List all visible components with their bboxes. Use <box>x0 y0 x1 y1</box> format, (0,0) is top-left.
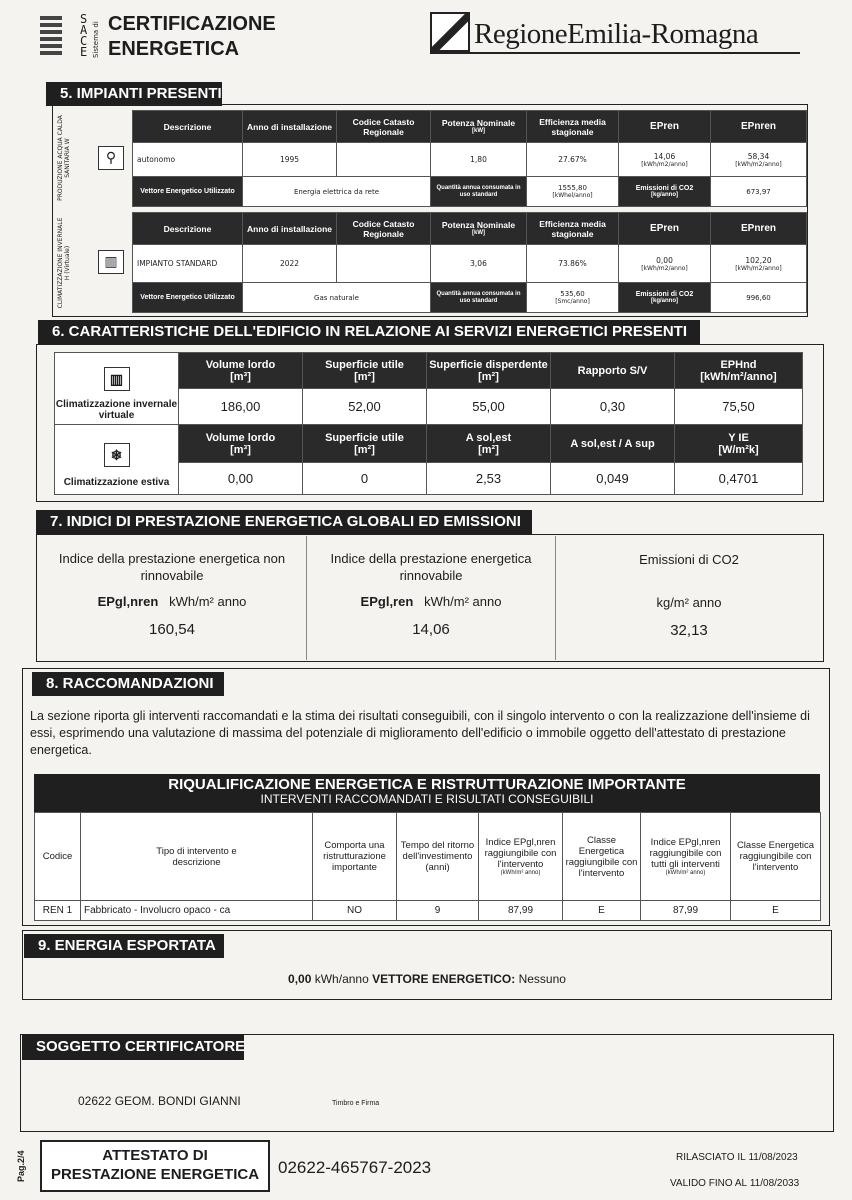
inv-label: Climatizzazione invernale virtuale <box>55 399 178 421</box>
hdr-epren: EPren <box>619 213 711 245</box>
hdr-volume-est: Volume lordo [m³] <box>179 425 303 463</box>
radiator-icon: ▥ <box>55 367 178 391</box>
certificate-code: 02622-465767-2023 <box>278 1158 432 1177</box>
rilasciato-label: RILASCIATO IL <box>676 1152 746 1163</box>
region-name: RegioneEmilia-Romagna <box>474 18 759 50</box>
clim-qta: 535,60 [Smc/anno] <box>527 283 619 313</box>
s7-c3-value: 32,13 <box>670 622 708 639</box>
s8-text: La sezione riporta gli interventi raccomandati e la stima dei risultati conseguibili, con il singolo intervento o con la realizzazione dell'insieme di essi, esprimendo una valutazione di massima del potenziale di miglioramento dell'edificio o immobile oggetto dell'attestato di prestazione energetica. <box>30 709 810 757</box>
s9-vettore: Nessuno <box>518 972 566 986</box>
hdr-descrizione: Descrizione <box>133 213 243 245</box>
est-label-cell <box>55 425 179 495</box>
hdr-classe-tutti: Classe Energetica raggiungibile con l'intervento <box>731 813 821 901</box>
hdr-superficie-est: Superficie utile [m²] <box>303 425 427 463</box>
inv-volume: 186,00 <box>179 389 303 425</box>
hdr-classe: Classe Energetica raggiungibile con l'intervento <box>563 813 641 901</box>
hdr-efficienza: Efficienza media stagionale <box>527 111 619 143</box>
acs-qta: 1555,80 [kWhel/anno] <box>527 177 619 207</box>
s7-c1-value: 160,54 <box>149 621 195 638</box>
valido <box>670 1178 799 1189</box>
hdr-anno: Anno di installazione <box>243 111 337 143</box>
clim-table <box>132 212 807 313</box>
hdr-yie: Y IE [W/m²k] <box>675 425 803 463</box>
inv-disperdente: 55,00 <box>427 389 551 425</box>
s7-c2-label: EPgl,ren <box>360 594 414 609</box>
acs-icon: ⚲ <box>98 146 124 170</box>
header-rule <box>430 52 800 54</box>
logo-letters: S A C E <box>80 12 88 59</box>
table-row <box>35 901 821 921</box>
hdr-ristrutturazione: Comporta una ristrutturazione importante <box>313 813 397 901</box>
est-asol-ratio: 0,049 <box>551 463 675 495</box>
hdr-tempo: Tempo del ritorno dell'investimento (anni) <box>397 813 479 901</box>
doc-title: CERTIFICAZIONE ENERGETICA <box>108 13 276 60</box>
est-volume: 0,00 <box>179 463 303 495</box>
s7-c1-label: EPgl,nren <box>97 594 159 609</box>
s9-unit: kWh/anno <box>314 972 369 986</box>
hdr-descrizione: Descrizione <box>133 111 243 143</box>
hdr-indice-tutti: Indice EPgl,nren raggiungibile con tutti gli interventi (kWh/m² anno) <box>641 813 731 901</box>
clim-codice <box>337 245 431 283</box>
page-number: Pag.2/4 <box>16 1150 26 1182</box>
hdr-codice: Codice Catasto Regionale <box>337 213 431 245</box>
hdr-potenza: Potenza Nominale [kW] <box>431 213 527 245</box>
hdr-codice: Codice <box>35 813 81 901</box>
s8-banner <box>34 774 820 812</box>
hdr-ephnd: EPHnd [kWh/m²/anno] <box>675 353 803 389</box>
acs-desc: autonomo <box>133 143 243 177</box>
inv-superficie: 52,00 <box>303 389 427 425</box>
region-logo <box>430 12 470 52</box>
rilasciato-date: 11/08/2023 <box>748 1152 798 1163</box>
hdr-anno: Anno di installazione <box>243 213 337 245</box>
section6-table <box>54 352 803 495</box>
hdr-tipo: Tipo di intervento e descrizione <box>81 813 313 901</box>
row-ristrutturazione: NO <box>313 901 397 921</box>
acs-eff: 27.67% <box>527 143 619 177</box>
clim-co2-label: Emissioni di CO2 [kg/anno] <box>619 283 711 313</box>
hdr-epnren: EPnren <box>711 213 807 245</box>
clim-epren: 0,00 [kWh/m2/anno] <box>619 245 711 283</box>
clim-desc: IMPIANTO STANDARD <box>133 245 243 283</box>
s7-c2-unit: kWh/m² anno <box>424 594 502 609</box>
hdr-disperdente: Superficie disperdente [m²] <box>427 353 551 389</box>
row-indice-tutti: 87,99 <box>641 901 731 921</box>
logo-side-text: Sistema di <box>92 21 100 58</box>
clim-vettore-label: Vettore Energetico Utilizzato <box>133 283 243 313</box>
row-tipo: Fabbricato - Involucro opaco - ca <box>81 901 313 921</box>
hdr-codice: Codice Catasto Regionale <box>337 111 431 143</box>
sace-logo <box>40 16 62 64</box>
hdr-potenza: Potenza Nominale [kW] <box>431 111 527 143</box>
clim-qta-label: Quantità annua consumata in uso standard <box>431 283 527 313</box>
inv-label-cell <box>55 353 179 425</box>
row-indice: 87,99 <box>479 901 563 921</box>
acs-co2: 673,97 <box>711 177 807 207</box>
section6-title: 6. CARATTERISTICHE DELL'EDIFICIO IN RELAZIONE AI SERVIZI ENERGETICI PRESENTI <box>38 320 700 344</box>
hdr-superficie: Superficie utile [m²] <box>303 353 427 389</box>
est-label: Climatizzazione estiva <box>63 477 170 488</box>
air-conditioner-icon: ❄ <box>55 443 178 467</box>
radiator-icon: ▥ <box>98 250 124 274</box>
s7-c3-title: Emissioni di CO2 <box>639 552 739 567</box>
s9-vettore-label: VETTORE ENERGETICO: <box>372 972 516 986</box>
section8-title: 8. RACCOMANDAZIONI <box>32 672 224 696</box>
acs-side-label: PRODUZIONE ACQUA CALDA SANITARIA W <box>57 115 71 201</box>
s7-c2-title: Indice della prestazione energetica rinnovabile <box>330 551 532 583</box>
hdr-rapporto: Rapporto S/V <box>551 353 675 389</box>
hdr-epnren: EPnren <box>711 111 807 143</box>
s7-c1-title: Indice della prestazione energetica non rinnovabile <box>58 551 286 583</box>
footer-title-line1: ATTESTATO DI <box>102 1147 208 1164</box>
est-superficie: 0 <box>303 463 427 495</box>
s7-c3-unit: kg/m² anno <box>656 595 722 610</box>
soggetto-title: SOGGETTO CERTIFICATORE <box>22 1034 244 1060</box>
section5-title: 5. IMPIANTI PRESENTI <box>46 82 222 106</box>
section9-title: 9. ENERGIA ESPORTATA <box>24 934 224 958</box>
soggetto-name: 02622 GEOM. BONDI GIANNI <box>78 1094 241 1108</box>
hdr-efficienza: Efficienza media stagionale <box>527 213 619 245</box>
valido-label: VALIDO FINO AL <box>670 1178 748 1189</box>
acs-vettore: Energia elettrica da rete <box>243 177 431 207</box>
row-classe-tutti: E <box>731 901 821 921</box>
acs-anno: 1995 <box>243 143 337 177</box>
s7-col1 <box>38 536 306 660</box>
acs-table <box>132 110 807 207</box>
s7-c2-value: 14,06 <box>412 621 450 638</box>
clim-potenza: 3,06 <box>431 245 527 283</box>
s8-banner-title: RIQUALIFICAZIONE ENERGETICA E RISTRUTTURAZIONE IMPORTANTE <box>168 776 686 793</box>
acs-co2-label: Emissioni di CO2 [kg/anno] <box>619 177 711 207</box>
s7-c1-unit: kWh/m² anno <box>169 594 247 609</box>
valido-date: 11/08/2033 <box>749 1178 800 1189</box>
clim-co2: 996,60 <box>711 283 807 313</box>
hdr-asol-ratio: A sol,est / A sup <box>551 425 675 463</box>
clim-epnren: 102,20 [kWh/m2/anno] <box>711 245 807 283</box>
s7-col2 <box>306 536 556 660</box>
section9-box <box>22 930 832 1000</box>
inv-rapporto: 0,30 <box>551 389 675 425</box>
s8-banner-subtitle: INTERVENTI RACCOMANDATI E RISULTATI CONSEGUIBILI <box>260 792 594 806</box>
clim-anno: 2022 <box>243 245 337 283</box>
est-yie: 0,4701 <box>675 463 803 495</box>
acs-qta-label: Quantità annua consumata in uso standard <box>431 177 527 207</box>
hdr-asolest: A sol,est [m²] <box>427 425 551 463</box>
footer-title <box>40 1140 270 1192</box>
inv-ephnd: 75,50 <box>675 389 803 425</box>
s9-line <box>22 972 832 986</box>
s8-table <box>34 812 821 921</box>
row-classe: E <box>563 901 641 921</box>
acs-vettore-label: Vettore Energetico Utilizzato <box>133 177 243 207</box>
clim-side-label: CLIMATIZZAZIONE INVERNALE H (Virtuale) <box>57 217 71 309</box>
section7-title: 7. INDICI DI PRESTAZIONE ENERGETICA GLOBALI ED EMISSIONI <box>36 510 532 534</box>
timbro-label: Timbro e Firma <box>332 1100 380 1107</box>
s9-value: 0,00 <box>288 972 312 986</box>
hdr-epren: EPren <box>619 111 711 143</box>
acs-potenza: 1,80 <box>431 143 527 177</box>
acs-codice <box>337 143 431 177</box>
hdr-volume: Volume lordo [m³] <box>179 353 303 389</box>
est-asolest: 2,53 <box>427 463 551 495</box>
clim-eff: 73.86% <box>527 245 619 283</box>
acs-epnren: 58,34 [kWh/m2/anno] <box>711 143 807 177</box>
row-codice: REN 1 <box>35 901 81 921</box>
footer-title-line2: PRESTAZIONE ENERGETICA <box>50 1166 260 1183</box>
rilasciato <box>676 1152 798 1163</box>
row-tempo: 9 <box>397 901 479 921</box>
hdr-indice: Indice EPgl,nren raggiungibile con l'intervento (kWh/m² anno) <box>479 813 563 901</box>
acs-epren: 14,06 [kWh/m2/anno] <box>619 143 711 177</box>
clim-vettore: Gas naturale <box>243 283 431 313</box>
s7-col3 <box>556 536 822 660</box>
